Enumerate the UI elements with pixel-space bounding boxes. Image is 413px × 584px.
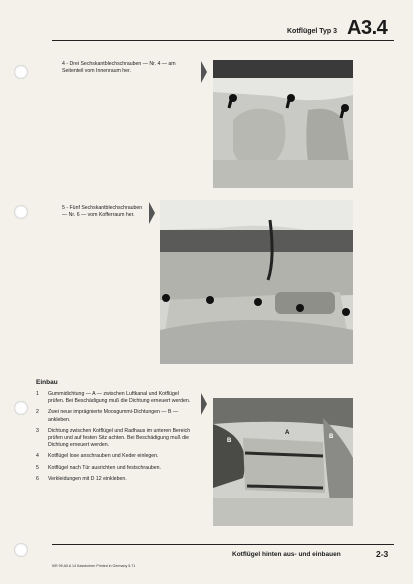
install-step-2 xyxy=(36,409,196,423)
label-b-right: B xyxy=(329,434,334,440)
punch-hole-middle xyxy=(14,205,28,219)
footer-code: 5/R 99.A5 A 14 Kassbohrer Printed in Germany 5.71 xyxy=(52,564,136,568)
step-number: 4 xyxy=(62,61,65,67)
install-steps xyxy=(36,391,196,483)
pointer-arrow xyxy=(201,61,207,83)
step-number: 5 xyxy=(36,464,39,471)
photo-luggage-compartment xyxy=(160,200,353,364)
step-text: Kotflügel nach Tür ausrichten und festschrauben. xyxy=(48,464,161,471)
step-text: Drei Sechskantblechschrauben — Nr. 4 — am Seitenteil vom Innenraum her. xyxy=(62,61,176,75)
photo-interior-side-panel xyxy=(213,60,353,188)
step-number: 6 xyxy=(36,475,39,482)
step-5-removal: 5 - Fünf Sechskantblechschrauben — Nr. 6 — vom Kofferraum her. xyxy=(62,205,143,219)
step-number: 5 xyxy=(62,205,65,211)
step-text: Zwei neue imprägnierte Moosgummi-Dichtungen — B — ankleben. xyxy=(48,409,179,423)
step-number: 2 xyxy=(36,409,39,416)
step-text: Fünf Sechskantblechschrauben — Nr. 6 — vom Kofferraum her. xyxy=(62,205,143,219)
install-step-1 xyxy=(36,391,196,405)
step-text: Gummidichtung — A — zwischen Luftkanal und Kotflügel prüfen. Bei Beschädigung muß die Dichtung erneuert werden. xyxy=(48,391,191,405)
footer-rule xyxy=(52,544,394,545)
step-4-removal: 4 - Drei Sechskantblechschrauben — Nr. 4 — am Seitenteil vom Innenraum her. xyxy=(62,61,176,75)
install-step-4 xyxy=(36,453,196,460)
label-b-left: B xyxy=(227,438,232,444)
install-heading: Einbau xyxy=(36,379,58,386)
step-text: Kotflügel lose anschrauben und Keder einlegen. xyxy=(48,453,159,460)
install-step-3 xyxy=(36,428,196,450)
step-number: 4 xyxy=(36,453,39,460)
header-rule xyxy=(52,40,394,41)
install-step-6 xyxy=(36,476,196,483)
punch-hole-bottom xyxy=(14,543,28,557)
install-step-5 xyxy=(36,465,196,472)
section-title: Kotflügel Typ 3 xyxy=(287,28,338,35)
section-code: A3.4 xyxy=(347,17,388,39)
step-text: Verkleidungen mit D 12 einkleben. xyxy=(48,475,127,482)
photo-fender-seals xyxy=(213,398,353,526)
punch-hole-lower xyxy=(14,401,28,415)
step-text: Dichtung zwischen Kotflügel und Radhaus im unteren Bereich prüfen und auf festen Sitz achten. Bei Beschädigung muß die Dichtung erneuert werden. xyxy=(48,427,191,449)
pointer-arrow xyxy=(149,202,155,224)
punch-hole-top xyxy=(14,65,28,79)
page-number: 2-3 xyxy=(376,549,389,559)
step-number: 1 xyxy=(36,391,39,397)
pointer-arrow xyxy=(201,393,207,415)
label-a: A xyxy=(285,430,290,436)
step-number: 3 xyxy=(36,427,39,434)
footer-title: Kotflügel hinten aus- und einbauen xyxy=(232,551,341,558)
